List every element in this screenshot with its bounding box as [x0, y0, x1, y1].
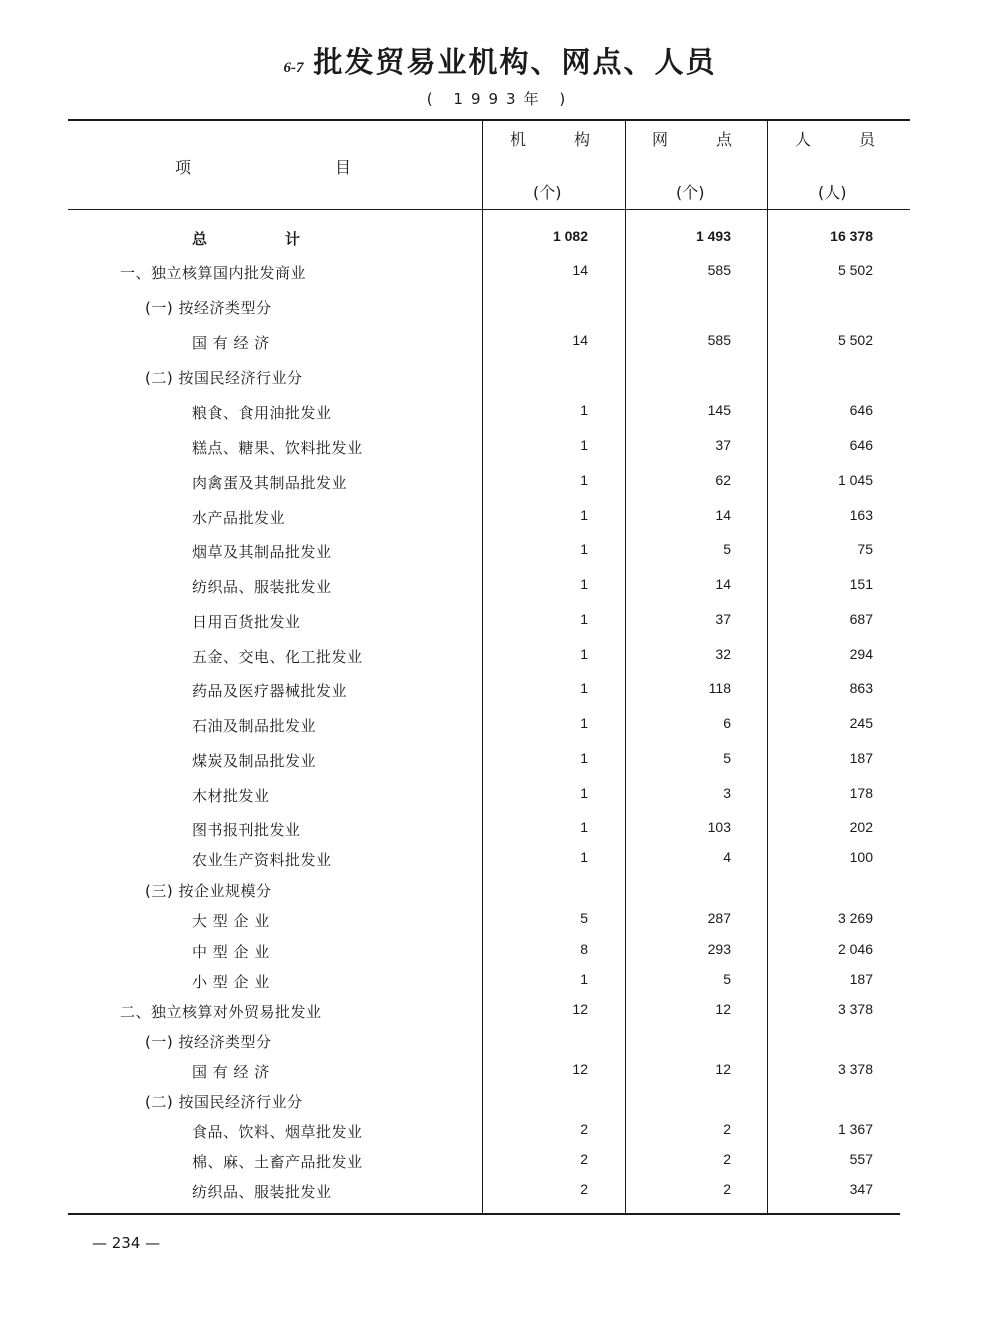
- personnel-value: 557: [849, 1151, 873, 1167]
- row-label: 国 有 经 济: [192, 1063, 270, 1081]
- institutions-value: 2: [580, 1181, 588, 1197]
- outlets-value: 293: [707, 941, 731, 957]
- outlets-value: 5: [723, 750, 731, 766]
- row-label: (二) 按国民经济行业分: [145, 1093, 303, 1111]
- outlets-value: 32: [715, 646, 731, 662]
- table-row: [0, 437, 1000, 461]
- row-label: (一) 按经济类型分: [145, 1033, 272, 1051]
- personnel-value: 5 502: [837, 332, 873, 348]
- personnel-value: 3 378: [837, 1061, 873, 1077]
- row-label: 国 有 经 济: [192, 334, 270, 352]
- table-number: 6-7: [283, 60, 304, 76]
- table-title-text: 批发贸易业机构、网点、人员: [313, 45, 717, 79]
- row-label: 药品及医疗器械批发业: [192, 682, 348, 700]
- row-label: 木材批发业: [192, 787, 270, 805]
- personnel-value: 16 378: [830, 228, 873, 244]
- institutions-value: 1: [580, 541, 588, 557]
- row-label: 食品、饮料、烟草批发业: [192, 1123, 363, 1141]
- outlets-value: 103: [707, 819, 731, 835]
- row-label: 五金、交电、化工批发业: [192, 648, 363, 666]
- table-row: [0, 1121, 1000, 1145]
- institutions-value: 1: [580, 472, 588, 488]
- table-row: [0, 1061, 1000, 1085]
- institutions-value: 1: [580, 750, 588, 766]
- table-row: [0, 297, 1000, 321]
- institutions-value: 2: [580, 1151, 588, 1167]
- outlets-value: 6: [723, 715, 731, 731]
- header-item: 项 目: [175, 158, 352, 177]
- row-label: 二、独立核算对外贸易批发业: [120, 1003, 322, 1021]
- outlets-value: 118: [708, 680, 731, 696]
- row-label: 糕点、糖果、饮料批发业: [192, 439, 363, 457]
- personnel-value: 245: [849, 715, 873, 731]
- table-row: [0, 1091, 1000, 1115]
- row-label: 棉、麻、土畜产品批发业: [192, 1153, 363, 1171]
- institutions-value: 1: [580, 646, 588, 662]
- bottom-rule: [68, 1213, 900, 1215]
- row-label: 烟草及其制品批发业: [192, 543, 332, 561]
- personnel-value: 1 367: [837, 1121, 873, 1137]
- institutions-value: 1: [580, 611, 588, 627]
- row-label: 大 型 企 业: [192, 912, 270, 930]
- personnel-value: 202: [849, 819, 873, 835]
- personnel-value: 75: [857, 541, 873, 557]
- table-row: [0, 910, 1000, 934]
- row-label: 水产品批发业: [192, 509, 286, 527]
- header-personnel: 人 员: [795, 130, 876, 149]
- outlets-value: 12: [715, 1001, 731, 1017]
- outlets-value: 585: [707, 262, 731, 278]
- table-row: [0, 819, 1000, 843]
- table-row: [0, 1001, 1000, 1025]
- table-year: ( 1993年 ): [426, 90, 574, 108]
- outlets-value: 37: [715, 611, 731, 627]
- row-label: 日用百货批发业: [192, 613, 301, 631]
- header-rule: [68, 209, 910, 210]
- institutions-value: 2: [580, 1121, 588, 1137]
- personnel-value: 187: [849, 750, 873, 766]
- table-row: [0, 472, 1000, 496]
- table-row: [0, 541, 1000, 565]
- row-label: (二) 按国民经济行业分: [145, 369, 303, 387]
- outlets-value: 14: [715, 507, 731, 523]
- institutions-value: 1: [580, 680, 588, 696]
- personnel-value: 2 046: [837, 941, 873, 957]
- table-row: [0, 849, 1000, 873]
- top-rule: [68, 119, 910, 121]
- personnel-value: 5 502: [837, 262, 873, 278]
- table-row: [0, 646, 1000, 670]
- table-row: [0, 880, 1000, 904]
- institutions-value: 1: [580, 715, 588, 731]
- institutions-value: 1: [580, 437, 588, 453]
- institutions-value: 1: [580, 402, 588, 418]
- personnel-value: 3 269: [837, 910, 873, 926]
- personnel-value: 3 378: [837, 1001, 873, 1017]
- outlets-value: 145: [707, 402, 731, 418]
- institutions-value: 1: [580, 849, 588, 865]
- institutions-value: 1: [580, 507, 588, 523]
- table-title: [0, 40, 1000, 81]
- table-row: [0, 332, 1000, 356]
- institutions-value: 8: [580, 941, 588, 957]
- table-row: [0, 402, 1000, 426]
- header-institutions: 机 构: [510, 130, 591, 149]
- row-label: 纺织品、服装批发业: [192, 578, 332, 596]
- table-row: [0, 262, 1000, 286]
- row-label: 总 计: [192, 230, 301, 248]
- header-outlets: 网 点: [652, 130, 733, 149]
- table-row: [0, 611, 1000, 635]
- outlets-value: 2: [723, 1121, 731, 1137]
- outlets-value: 2: [723, 1151, 731, 1167]
- table-row: [0, 680, 1000, 704]
- outlets-value: 14: [715, 576, 731, 592]
- table-row-total: [0, 228, 1000, 252]
- personnel-value: 151: [849, 576, 873, 592]
- personnel-value: 646: [849, 437, 873, 453]
- personnel-value: 100: [849, 849, 873, 865]
- unit-outlets: (个): [676, 183, 705, 202]
- table-row: [0, 367, 1000, 391]
- row-label: (一) 按经济类型分: [145, 299, 272, 317]
- outlets-value: 585: [707, 332, 731, 348]
- personnel-value: 178: [849, 785, 873, 801]
- row-label: 农业生产资料批发业: [192, 851, 332, 869]
- institutions-value: 1 082: [552, 228, 588, 244]
- outlets-value: 2: [723, 1181, 731, 1197]
- outlets-value: 37: [715, 437, 731, 453]
- table-row: [0, 941, 1000, 965]
- personnel-value: 163: [849, 507, 873, 523]
- table-row: [0, 1031, 1000, 1055]
- outlets-value: 5: [723, 971, 731, 987]
- personnel-value: 347: [849, 1181, 873, 1197]
- row-label: 小 型 企 业: [192, 973, 270, 991]
- outlets-value: 287: [707, 910, 731, 926]
- unit-institutions: (个): [533, 183, 562, 202]
- table-row: [0, 750, 1000, 774]
- outlets-value: 62: [715, 472, 731, 488]
- row-label: 粮食、食用油批发业: [192, 404, 332, 422]
- personnel-value: 187: [849, 971, 873, 987]
- table-row: [0, 1151, 1000, 1175]
- outlets-value: 3: [723, 785, 731, 801]
- institutions-value: 14: [572, 332, 588, 348]
- row-label: 石油及制品批发业: [192, 717, 317, 735]
- table-row: [0, 1181, 1000, 1205]
- personnel-value: 1 045: [837, 472, 873, 488]
- row-label: 纺织品、服装批发业: [192, 1183, 332, 1201]
- row-label: 煤炭及制品批发业: [192, 752, 317, 770]
- personnel-value: 687: [849, 611, 873, 627]
- personnel-value: 863: [849, 680, 873, 696]
- outlets-value: 4: [723, 849, 731, 865]
- institutions-value: 12: [572, 1061, 588, 1077]
- institutions-value: 14: [572, 262, 588, 278]
- unit-personnel: (人): [818, 183, 847, 202]
- institutions-value: 1: [580, 971, 588, 987]
- outlets-value: 5: [723, 541, 731, 557]
- row-label: 一、独立核算国内批发商业: [120, 264, 307, 282]
- page-number: — 234 —: [92, 1234, 161, 1252]
- institutions-value: 5: [580, 910, 588, 926]
- personnel-value: 646: [849, 402, 873, 418]
- institutions-value: 1: [580, 576, 588, 592]
- institutions-value: 12: [572, 1001, 588, 1017]
- personnel-value: 294: [849, 646, 873, 662]
- institutions-value: 1: [580, 819, 588, 835]
- row-label: 肉禽蛋及其制品批发业: [192, 474, 348, 492]
- table-row: [0, 785, 1000, 809]
- table-row: [0, 971, 1000, 995]
- institutions-value: 1: [580, 785, 588, 801]
- table-row: [0, 507, 1000, 531]
- outlets-value: 1 493: [695, 228, 731, 244]
- table-row: [0, 715, 1000, 739]
- outlets-value: 12: [715, 1061, 731, 1077]
- row-label: (三) 按企业规模分: [145, 882, 272, 900]
- row-label: 图书报刊批发业: [192, 821, 301, 839]
- table-row: [0, 576, 1000, 600]
- row-label: 中 型 企 业: [192, 943, 270, 961]
